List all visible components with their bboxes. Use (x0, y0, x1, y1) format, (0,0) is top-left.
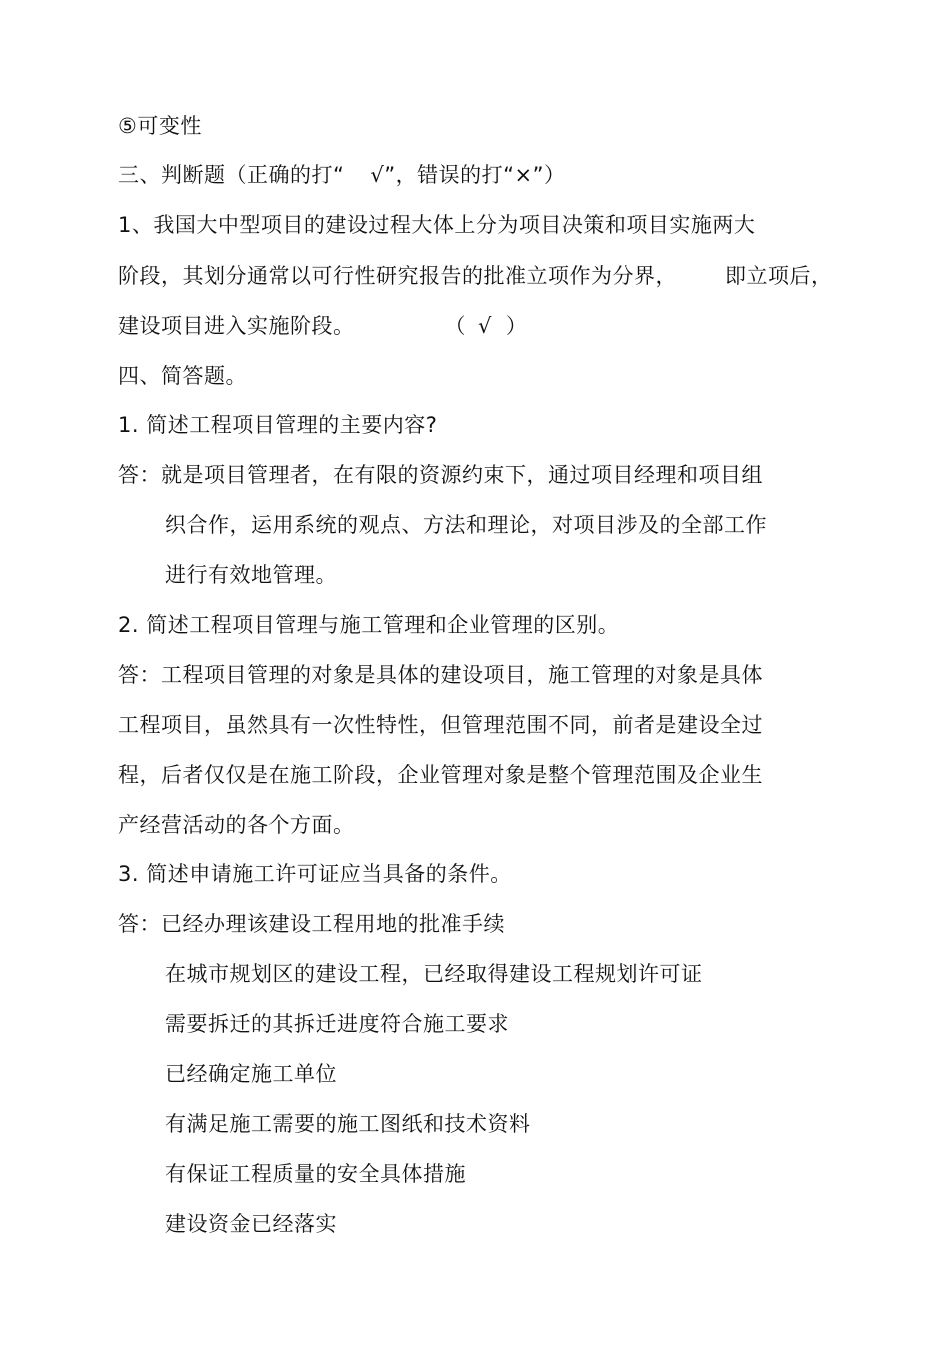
answer-check-mark: √ (478, 314, 492, 338)
question-3-text: 3. 简述申请施工许可证应当具备的条件。 (118, 862, 512, 886)
answer-2-line-2 (118, 711, 763, 739)
question-1-text: 1. 简述工程项目管理的主要内容? (118, 413, 438, 437)
answer-1-line-1 (118, 461, 763, 489)
answer-3-text-3: 需要拆迁的其拆迁进度符合施工要求 (165, 1012, 509, 1036)
answer-3-line-4 (165, 1060, 337, 1088)
question-3-line (118, 860, 512, 888)
answer-2-line-1 (118, 661, 763, 689)
answer-paren-open: （ (444, 314, 466, 338)
answer-3-line-5 (165, 1110, 531, 1138)
answer-2-text-1: 答：工程项目管理的对象是具体的建设项目，施工管理的对象是具体 (118, 663, 763, 687)
answer-1-line-2 (165, 511, 767, 539)
answer-3-text-7: 建设资金已经落实 (165, 1212, 337, 1236)
answer-3-line-6 (165, 1160, 466, 1188)
answer-2-line-4 (118, 811, 355, 839)
answer-3-text-1: 答：已经办理该建设工程用地的批准手续 (118, 912, 505, 936)
answer-3-text-5: 有满足施工需要的施工图纸和技术资料 (165, 1112, 531, 1136)
answer-1-text-2: 织合作，运用系统的观点、方法和理论，对项目涉及的全部工作 (165, 513, 767, 537)
judgment-question-text-1: 1、我国大中型项目的建设过程大体上分为项目决策和项目实施两大 (118, 213, 756, 237)
option-five-text: ⑤可变性 (118, 114, 202, 138)
section-three-heading-part2: √”，错误的打“×”） (370, 163, 566, 187)
judgment-question-line-3 (118, 312, 527, 340)
section-three-heading (118, 161, 566, 189)
answer-2-text-4: 产经营活动的各个方面。 (118, 813, 355, 837)
answer-3-text-2: 在城市规划区的建设工程，已经取得建设工程规划许可证 (165, 962, 703, 986)
answer-paren-close: ） (505, 314, 528, 338)
section-four-heading-text: 四、简答题。 (118, 364, 247, 388)
section-three-heading-part1: 三、判断题（正确的打“ (118, 163, 345, 187)
answer-1-text-1: 答：就是项目管理者，在有限的资源约束下，通过项目经理和项目组 (118, 463, 763, 487)
answer-3-line-3 (165, 1010, 509, 1038)
answer-3-line-2 (165, 960, 703, 988)
answer-1-line-3 (165, 561, 337, 589)
question-2-line (118, 611, 619, 639)
answer-2-line-3 (118, 761, 763, 789)
answer-3-line-1 (118, 910, 505, 938)
answer-3-text-6: 有保证工程质量的安全具体措施 (165, 1162, 466, 1186)
question-1-line (118, 411, 437, 439)
answer-2-text-3: 程，后者仅仅是在施工阶段，企业管理对象是整个管理范围及企业生 (118, 763, 763, 787)
judgment-question-text-3: 建设项目进入实施阶段。 (118, 314, 355, 338)
answer-3-line-7 (165, 1210, 337, 1238)
option-five-line (118, 112, 202, 140)
answer-2-text-2: 工程项目，虽然具有一次性特性，但管理范围不同，前者是建设全过 (118, 713, 763, 737)
section-four-heading (118, 362, 247, 390)
judgment-question-text-2b: 即立项后， (725, 264, 833, 288)
answer-3-text-4: 已经确定施工单位 (165, 1062, 337, 1086)
judgment-question-line-2 (118, 262, 833, 290)
judgment-question-text-2a: 阶段，其划分通常以可行性研究报告的批准立项作为分界， (118, 264, 677, 288)
judgment-question-line-1 (118, 211, 755, 239)
answer-1-text-3: 进行有效地管理。 (165, 563, 337, 587)
question-2-text: 2. 简述工程项目管理与施工管理和企业管理的区别。 (118, 613, 620, 637)
